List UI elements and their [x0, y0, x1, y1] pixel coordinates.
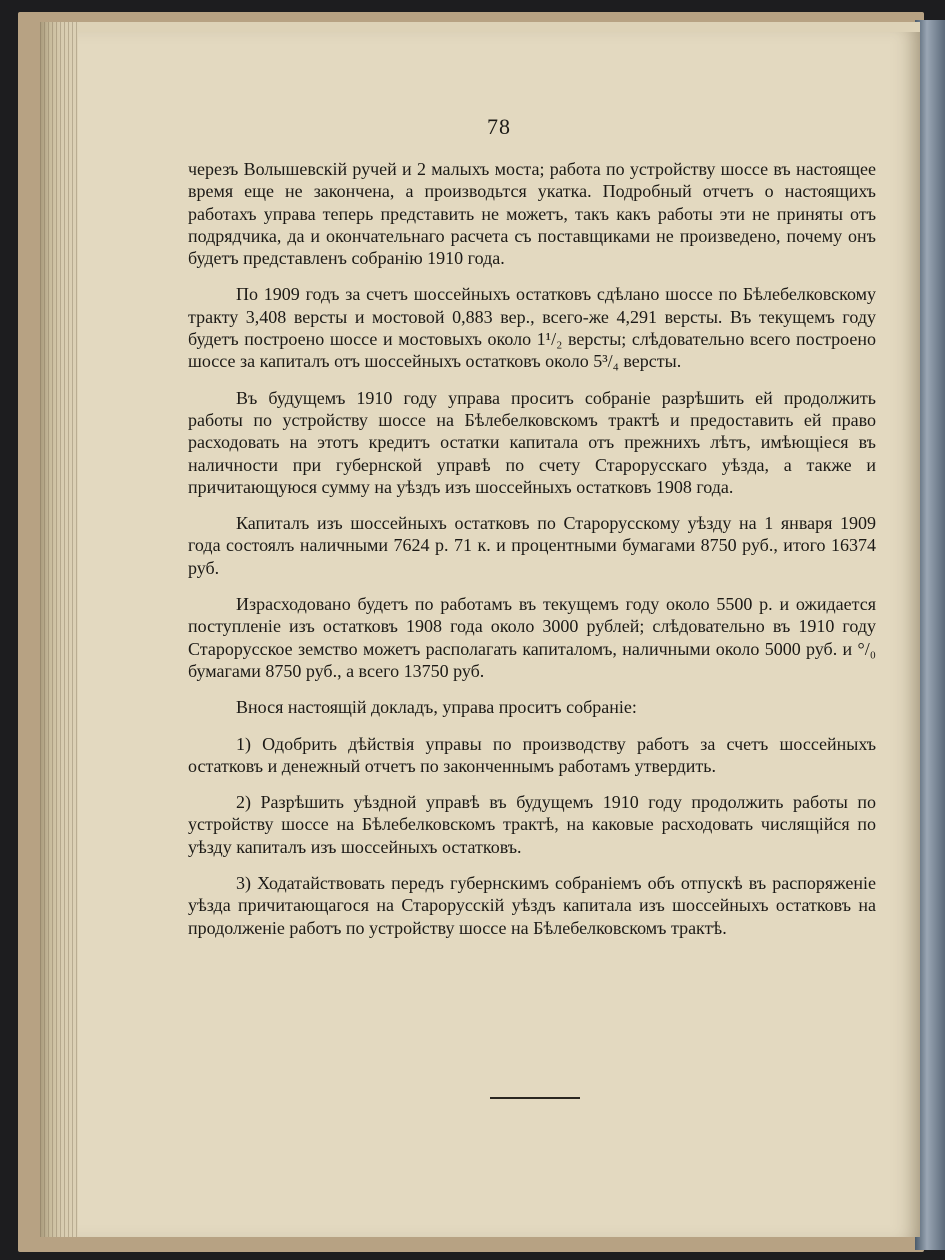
- list-item: 1) Одобрить дѣйствія управы по производству работъ за счетъ шоссейныхъ остатковъ и денежный отчетъ по законченнымъ работамъ утвердить.: [188, 733, 876, 776]
- list-item: 2) Разрѣшить уѣздной управѣ въ будущемъ 1910 году продолжить работы по устройству шоссе на Бѣлебелковскомъ трактѣ, на каковые расходовать числящійся по уѣзду капиталъ изъ шоссейныхъ остатковъ.: [188, 792, 876, 857]
- list-item: 3) Ходатайствовать передъ губернскимъ собраніемъ объ отпускѣ въ распоряженіе уѣзда причитающагося на Старорусскій уѣздъ капитала изъ шоссейныхъ остатковъ на продолженіе работъ по устройству шоссе на Бѣлебелковскомъ трактѣ.: [188, 873, 876, 938]
- paragraph: Въ будущемъ 1910 году управа проситъ собраніе разрѣшить ей продолжить работы по устройству шоссе на Бѣлебелковскомъ трактѣ и предоставить ей право расходовать на этотъ кредитъ остатки капитала отъ прежнихъ лѣтъ, имѣющіеся въ наличности при губернской управѣ по счету Старорусскаго уѣзда, а также и причитающуюся сумму на уѣздъ изъ шоссейныхъ остатковъ 1908 года.: [188, 387, 876, 497]
- paragraph: Израсходовано будетъ по работамъ въ текущемъ году около 5500 р. и ожидается поступленіе изъ остатковъ 1908 года около 3000 рублей; слѣдовательно въ 1910 году Старорусское земство можетъ располагать капиталомъ, наличными около 5000 руб. и °/₀ бумагами 8750 руб., а всего 13750 руб.: [188, 594, 876, 681]
- end-rule-divider: [490, 1097, 580, 1099]
- page-body: [188, 158, 876, 953]
- book-page: [78, 32, 920, 1237]
- paragraph: черезъ Волышевскій ручей и 2 малыхъ моста; работа по устройству шоссе въ настоящее время еще не закончена, а производьтся укатка. Подробный отчетъ о настоящихъ работахъ управа теперь представить не можетъ, такъ какъ работы эти не приняты отъ подрядчика, да и окончательнаго расчета съ поставщиками не произведено, почему онъ будетъ представленъ собранію 1910 года.: [188, 159, 876, 269]
- paragraph: Внося настоящій докладъ, управа проситъ собраніе:: [236, 697, 637, 718]
- paragraph: Капиталъ изъ шоссейныхъ остатковъ по Старорусскому уѣзду на 1 января 1909 года состоялъ наличными 7624 р. 71 к. и процентными бумагами 8750 руб., итого 16374 руб.: [188, 513, 876, 578]
- page-number: 78: [487, 114, 511, 139]
- paragraph: По 1909 годъ за счетъ шоссейныхъ остатковъ сдѣлано шоссе по Бѣлебелковскому тракту 3,408 версты и мостовой 0,883 вер., всего-же 4,291 версты. Въ текущемъ году будетъ построено шоссе и мостовыхъ около 1¹/₂ версты; слѣдовательно всего построено шоссе за капиталъ отъ шоссейныхъ остатковъ около 5³/₄ версты.: [188, 284, 876, 372]
